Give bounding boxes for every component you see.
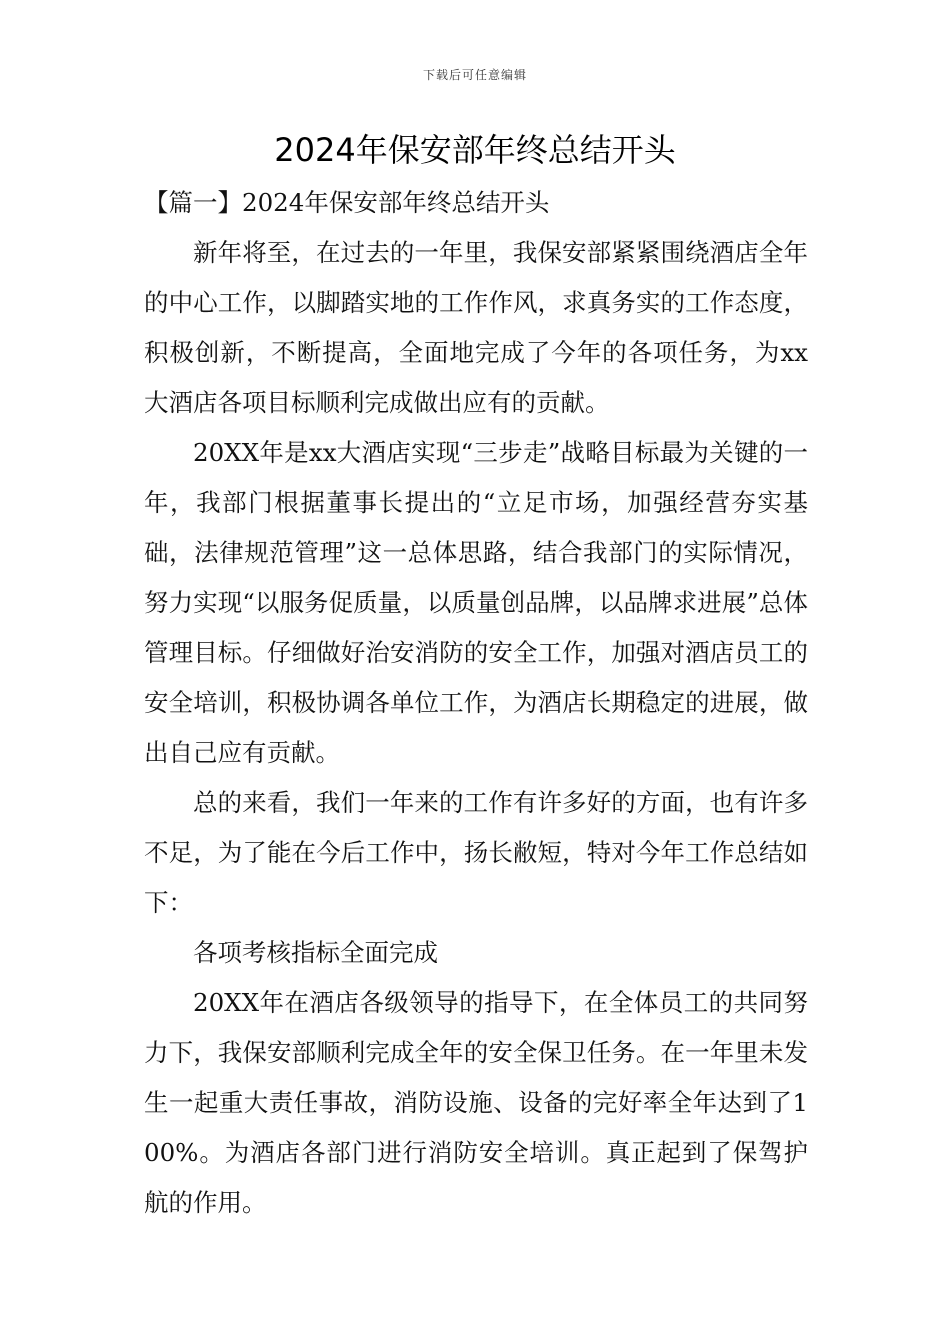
document-title: 2024年保安部年终总结开头 [274, 131, 676, 169]
section-heading: 【篇一】2024年保安部年终总结开头 [144, 188, 550, 217]
page-header-note: 下载后可任意编辑 [422, 68, 527, 82]
paragraph-strategy: 20XX年是xx大酒店实现“三步走”战略目标最为关键的一年，我部门根据董事长提出的“立足市场，加强经营夯实基础，法律规范管理”这一总体思路，结合我部门的实际情况，努力实现“以服务促质量，以质量创品牌，以品牌求进展”总体管理目标。仔细做好治安消防的安全工作，加强对酒店员工的安全培训，积极协调各单位工作，为酒店长期稳定的进展，做出自己应有贡献。 [144, 438, 808, 767]
paragraph-achievements: 20XX年在酒店各级领导的指导下，在全体员工的共同努力下，我保安部顺利完成全年的安全保卫任务。在一年里未发生一起重大责任事故，消防设施、设备的完好率全年达到了100%。为酒店各部门进行消防安全培训。真正起到了保驾护航的作用。 [144, 988, 808, 1217]
subheading-targets: 各项考核指标全面完成 [193, 938, 438, 967]
paragraph-intro: 新年将至，在过去的一年里，我保安部紧紧围绕酒店全年的中心工作，以脚踏实地的工作作风，求真务实的工作态度，积极创新，不断提高，全面地完成了今年的各项任务，为xx大酒店各项目标顺利完成做出应有的贡献。 [144, 238, 808, 417]
paragraph-overview: 总的来看，我们一年来的工作有许多好的方面，也有许多不足，为了能在今后工作中，扬长敝短，特对今年工作总结如下： [144, 788, 808, 917]
document-body [144, 178, 808, 1228]
